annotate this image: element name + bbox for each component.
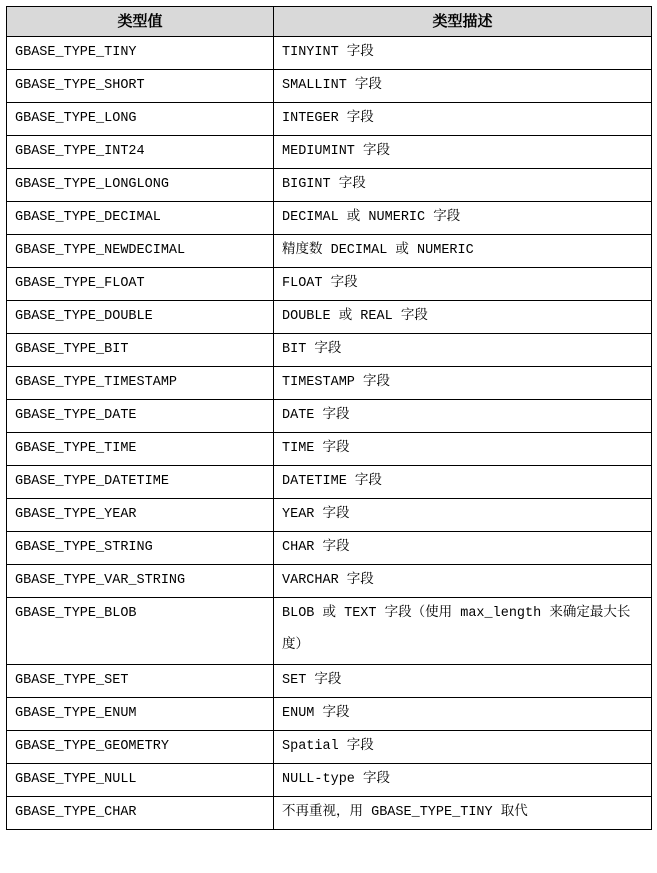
- table-row: [7, 499, 652, 532]
- header-row: [7, 7, 652, 37]
- table-row: [7, 367, 652, 400]
- type-value-cell: GBASE_TYPE_FLOAT: [7, 268, 274, 301]
- type-description-cell: MEDIUMINT 字段: [274, 136, 652, 169]
- type-description-cell: SET 字段: [274, 665, 652, 698]
- type-description-cell: BIT 字段: [274, 334, 652, 367]
- type-description-cell: ENUM 字段: [274, 698, 652, 731]
- table-row: [7, 70, 652, 103]
- type-value-cell: GBASE_TYPE_DATETIME: [7, 466, 274, 499]
- table-row: [7, 334, 652, 367]
- type-description-cell: BIGINT 字段: [274, 169, 652, 202]
- type-value-cell: GBASE_TYPE_VAR_STRING: [7, 565, 274, 598]
- type-description-cell: CHAR 字段: [274, 532, 652, 565]
- table-row: [7, 235, 652, 268]
- type-value-cell: GBASE_TYPE_TIME: [7, 433, 274, 466]
- type-value-cell: GBASE_TYPE_SHORT: [7, 70, 274, 103]
- header-type-value: 类型值: [7, 7, 274, 37]
- type-description-cell: 精度数 DECIMAL 或 NUMERIC: [274, 235, 652, 268]
- type-value-cell: GBASE_TYPE_DOUBLE: [7, 301, 274, 334]
- table-body: [7, 37, 652, 830]
- type-value-cell: GBASE_TYPE_SET: [7, 665, 274, 698]
- type-description-cell: SMALLINT 字段: [274, 70, 652, 103]
- table-row: [7, 731, 652, 764]
- table-row: [7, 665, 652, 698]
- table-row: [7, 136, 652, 169]
- table-row: [7, 400, 652, 433]
- type-description-cell: INTEGER 字段: [274, 103, 652, 136]
- type-description-cell: VARCHAR 字段: [274, 565, 652, 598]
- type-description-cell: FLOAT 字段: [274, 268, 652, 301]
- type-description-cell: BLOB 或 TEXT 字段（使用 max_length 来确定最大长度）: [274, 598, 652, 665]
- type-value-cell: GBASE_TYPE_BLOB: [7, 598, 274, 665]
- type-value-cell: GBASE_TYPE_GEOMETRY: [7, 731, 274, 764]
- table-row: [7, 301, 652, 334]
- table-row: [7, 532, 652, 565]
- type-description-cell: TIMESTAMP 字段: [274, 367, 652, 400]
- table-header: [7, 7, 652, 37]
- type-value-cell: GBASE_TYPE_TINY: [7, 37, 274, 70]
- type-value-cell: GBASE_TYPE_INT24: [7, 136, 274, 169]
- type-value-cell: GBASE_TYPE_NEWDECIMAL: [7, 235, 274, 268]
- table-row: [7, 565, 652, 598]
- type-description-cell: DECIMAL 或 NUMERIC 字段: [274, 202, 652, 235]
- type-value-cell: GBASE_TYPE_DATE: [7, 400, 274, 433]
- table-row: [7, 202, 652, 235]
- type-description-cell: DATETIME 字段: [274, 466, 652, 499]
- type-value-cell: GBASE_TYPE_ENUM: [7, 698, 274, 731]
- type-value-cell: GBASE_TYPE_LONGLONG: [7, 169, 274, 202]
- type-value-cell: GBASE_TYPE_STRING: [7, 532, 274, 565]
- table-row: [7, 433, 652, 466]
- table-row: [7, 103, 652, 136]
- table-row: [7, 764, 652, 797]
- type-value-cell: GBASE_TYPE_CHAR: [7, 797, 274, 830]
- type-value-cell: GBASE_TYPE_NULL: [7, 764, 274, 797]
- table-row: [7, 169, 652, 202]
- type-description-cell: DOUBLE 或 REAL 字段: [274, 301, 652, 334]
- type-value-cell: GBASE_TYPE_YEAR: [7, 499, 274, 532]
- table-row: [7, 698, 652, 731]
- type-description-cell: 不再重视，用 GBASE_TYPE_TINY 取代: [274, 797, 652, 830]
- type-description-cell: NULL-type 字段: [274, 764, 652, 797]
- type-description-cell: DATE 字段: [274, 400, 652, 433]
- type-value-cell: GBASE_TYPE_DECIMAL: [7, 202, 274, 235]
- table-row: [7, 268, 652, 301]
- type-description-cell: Spatial 字段: [274, 731, 652, 764]
- table-row: [7, 598, 652, 665]
- type-description-cell: TIME 字段: [274, 433, 652, 466]
- type-value-cell: GBASE_TYPE_TIMESTAMP: [7, 367, 274, 400]
- header-type-description: 类型描述: [274, 7, 652, 37]
- type-description-cell: TINYINT 字段: [274, 37, 652, 70]
- table-row: [7, 466, 652, 499]
- type-table: [6, 6, 652, 830]
- type-description-cell: YEAR 字段: [274, 499, 652, 532]
- type-value-cell: GBASE_TYPE_BIT: [7, 334, 274, 367]
- table-row: [7, 797, 652, 830]
- type-value-cell: GBASE_TYPE_LONG: [7, 103, 274, 136]
- table-row: [7, 37, 652, 70]
